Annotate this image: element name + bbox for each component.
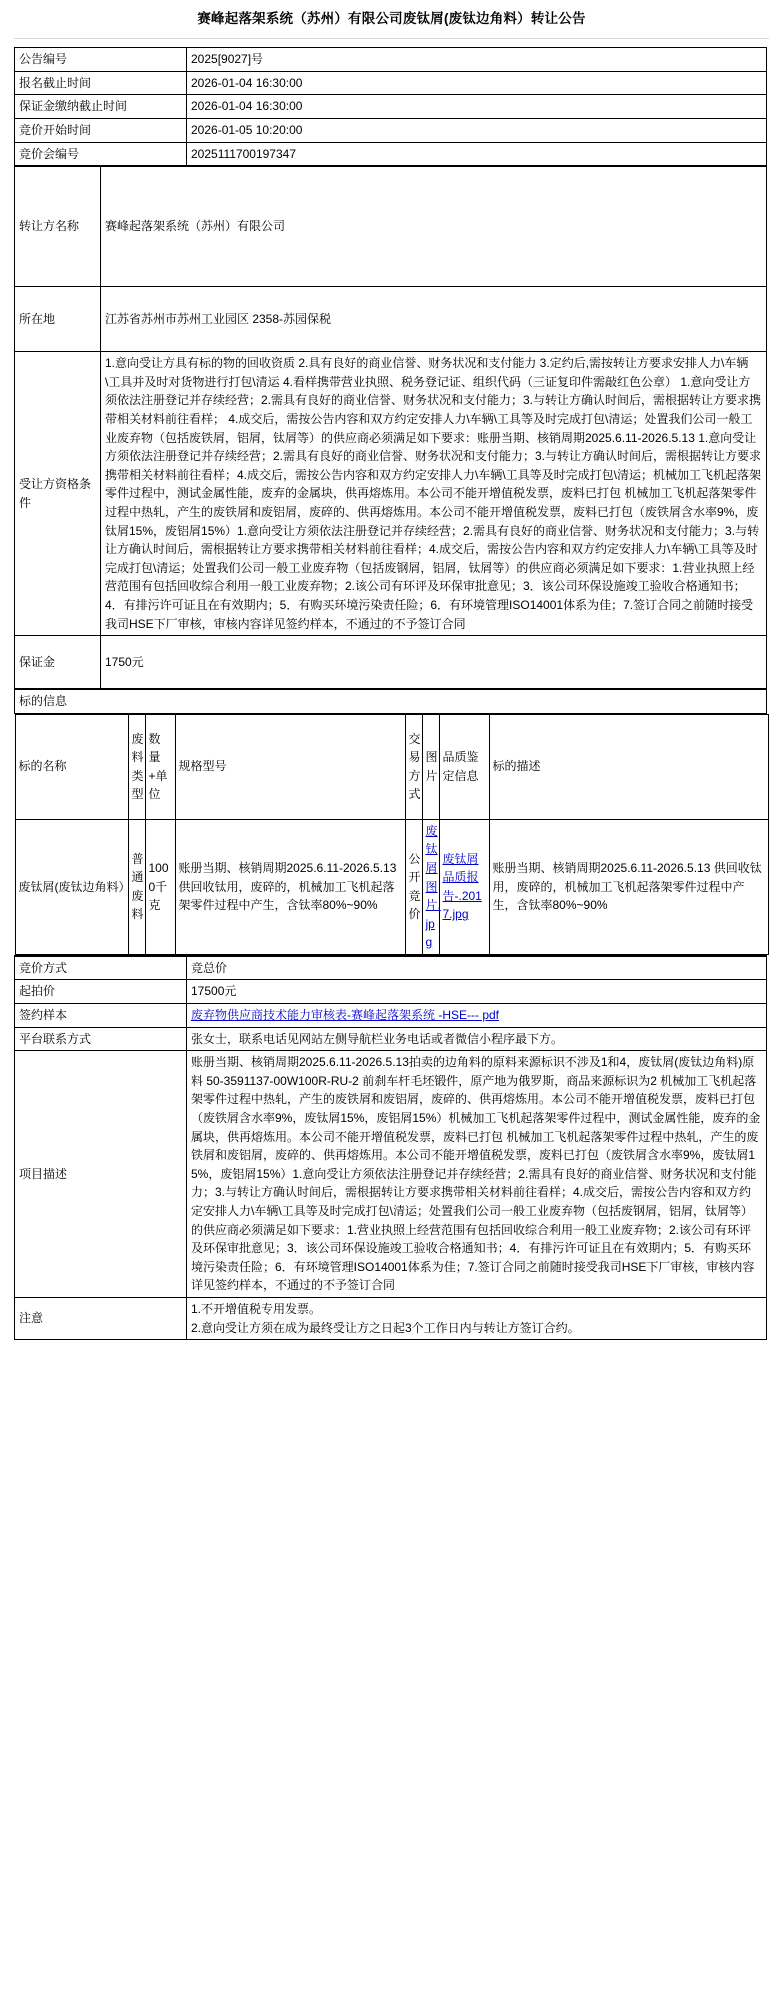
field-value-qualification: 1.意向受让方具有标的物的回收资质 2.具有良好的商业信誉、财务状况和支付能力 3.定约后,需按转让方要求安排人力\车辆\工具并及时对货物进行打包\清运 4.看样携带营业执照、税务登记证、组织代码（三证复印件需敲红色公章） 1.意向受让方须依法注册登记并存续经营；2.需具有良好的商业信誉、财务状况和支付能力；3.与转让方确认时间后，需根据转让方要求携带相关材料前往看样； 4.成交后，需按公告内容和双方约定安排人力\车辆\工具等及时完成打包\清运；处置我们公司一般工业废弃物（包括废铁屑，铝屑，钛屑等）的供应商必须满足如下要求：账册当期、核销周期2025.6.11-2026.5.13 1.意向受让方须依法注册登记并存续经营；2.需具有良好的商业信誉、财务状况和支付能力；3.与转让方确认时间后，需根据转让方要求携带相关材料前往看样；4.成交后，需按公告内容和双方约定安排人力\车辆\工具等及时完成打包\清运；机械加工飞机起落架零件过程中，测试金属性能，废弃的金属块，供再熔炼用。本公司不能开增值税发票，废料已打包 机械加工飞机起落架零件过程中热轧，产生的废铁屑和废铝屑，废碎的、供再熔炼用。本公司不能开增值税发票，废料已打包（废铁屑含水率9%，废钛屑15%，废铝屑15%）1.意向受让方须依法注册登记并存续经营；2.需具有良好的商业信誉、财务状况和支付能力；3.与转让方确认时间后，需根据转让方要求携带相关材料前往看样；4.成交后，需按公告内容和双方约定安排人力\车辆\工具等及时完成打包\清运；处置我们公司一般工业废弃物（包括废钢屑，铝屑，钛屑等）的供应商必须满足如下要求：1.营业执照上经营范围有包括回收综合利用一般工业废弃物；2.该公司有环评及环保审批意见；3．该公司环保设施竣工验收合格通知书；4．有排污许可证且在有效期内；5．有购买环境污染责任险；6．有环境管理ISO14001体系为佳；7.签订合同之前随时接受我司HSE下厂审核，审核内容详见签约样本，不通过的不予签订合同 [101, 352, 767, 636]
col-header-description: 标的描述 [489, 714, 768, 819]
field-label-deposit-deadline: 保证金缴纳截止时间 [15, 95, 187, 119]
cell-spec: 账册当期、核销周期2025.6.11-2026.5.13 供回收钛用，废碎的，机械加工飞机起落架零件过程中产生，含钛率80%~90% [175, 819, 405, 954]
table-row [15, 636, 767, 690]
table-row [15, 119, 767, 143]
field-label-bid-mode: 竞价方式 [15, 956, 187, 980]
table-row [15, 980, 767, 1004]
table-row [15, 71, 767, 95]
notice-line-2: 2.意向受让方须在成为最终受让方之日起3个工作日内与转让方签订合约。 [191, 1320, 580, 1335]
field-value-transferor: 赛峰起落架系统（苏州）有限公司 [101, 166, 767, 287]
sample-contract-link[interactable]: 废弃物供应商技术能力审核表-赛峰起落架系统 -HSE--- pdf [191, 1008, 500, 1023]
cell-scrap-type: 普通废料 [128, 819, 145, 954]
table-row [15, 1051, 767, 1298]
announcement-table [14, 47, 767, 1340]
table-row [15, 1027, 767, 1051]
page-title: 赛峰起落架系统（苏州）有限公司废钛屑(废钛边角料）转让公告 [197, 11, 586, 26]
field-label-transferor: 转让方名称 [15, 166, 101, 287]
cell-image [422, 819, 439, 954]
table-row [15, 956, 767, 980]
table-row [15, 48, 767, 72]
col-header-spec: 规格型号 [175, 714, 405, 819]
field-value-location: 江苏省苏州市苏州工业园区 2358-苏园保税 [101, 287, 767, 352]
table-row [15, 1297, 767, 1339]
table-row [15, 352, 767, 636]
col-header-scrap-type: 废料类型 [128, 714, 145, 819]
table-row [15, 287, 767, 352]
field-label-start-price: 起拍价 [15, 980, 187, 1004]
cell-goods-name: 废钛屑(废钛边角料） [15, 819, 128, 954]
field-label-notice: 注意 [15, 1297, 187, 1339]
field-label-sample-contract: 签约样本 [15, 1004, 187, 1028]
field-label-notice-no: 公告编号 [15, 48, 187, 72]
field-value-notice-no: 2025[9027]号 [187, 48, 767, 72]
table-row [15, 95, 767, 119]
field-value-bid-mode: 竞总价 [187, 956, 767, 980]
col-header-quality-info: 品质鉴定信息 [439, 714, 489, 819]
table-row [15, 142, 767, 166]
col-header-name: 标的名称 [15, 714, 128, 819]
col-header-image: 图片 [422, 714, 439, 819]
goods-table [15, 714, 769, 955]
cell-quality-info [439, 819, 489, 954]
field-value-project-description: 账册当期、核销周期2025.6.11-2026.5.13拍卖的边角料的原料来源标识不涉及1和4，废钛屑(废钛边角料)原料 50-3591137-00W100R-RU-2 前刹车杆毛坯锻件，原产地为俄罗斯，商品来源标识为2 机械加工飞机起落架零件过程中热轧，产生的废铁屑和废铝屑，废碎的、供再熔炼用。本公司不能开增值税发票，废料已打包（废铁屑含水率9%，废钛屑15%，废铝屑15%）机械加工飞机起落架零件过程中，测试金属性能，废弃的金属块，供再熔炼用。本公司不能开增值税发票，废料已打包 机械加工飞机起落架零件过程中热轧，产生的废铁屑和废铝屑，废碎的、供再熔炼用。本公司不能开增值税发票，废料已打包（废铁屑含水率9%，废钛屑15%，废铝屑15%）1.意向受让方须依法注册登记并存续经营；2.需具有良好的商业信誉、财务状况和支付能力；3.与转让方确认时间后，需根据转让方要求携带相关材料前往看样；4.成交后，需按公告内容和双方约定安排人力\车辆\工具等及时完成打包\清运；处置我们公司一般工业废弃物（包括废钢屑，铝屑，钛屑等）的供应商必须满足如下要求：1.营业执照上经营范围有包括回收综合利用一般工业废弃物；2.该公司有环评及环保审批意见；3．该公司环保设施竣工验收合格通知书；4．有排污许可证且在有效期内；5．有购买环境污染责任险；6．有环境管理ISO14001体系为佳；7.签订合同之前随时接受我司HSE下厂审核，审核内容详见签约样本，不通过的不予签订合同 [187, 1051, 767, 1298]
field-value-start-price: 17500元 [187, 980, 767, 1004]
field-label-platform-contact: 平台联系方式 [15, 1027, 187, 1051]
field-value-auction-no: 2025111700197347 [187, 142, 767, 166]
goods-image-link[interactable]: 废钛屑图片.jpg [425, 823, 441, 950]
field-value-signup-deadline: 2026-01-04 16:30:00 [187, 71, 767, 95]
table-row [15, 1004, 767, 1028]
notice-line-1: 1.不开增值税专用发票。 [191, 1301, 322, 1316]
field-value-notice [187, 1297, 767, 1339]
field-label-signup-deadline: 报名截止时间 [15, 71, 187, 95]
quality-report-link[interactable]: 废钛屑品质报告-.2017.jpg [442, 851, 482, 922]
cell-quantity: 1000千克 [145, 819, 175, 954]
field-value-deposit-deadline: 2026-01-04 16:30:00 [187, 95, 767, 119]
table-row [15, 819, 768, 954]
field-value-deposit: 1750元 [101, 636, 767, 690]
field-label-bid-start-time: 竞价开始时间 [15, 119, 187, 143]
field-value-bid-start-time: 2026-01-05 10:20:00 [187, 119, 767, 143]
field-value-platform-contact: 张女士，联系电话见网站左侧导航栏业务电话或者微信小程序最下方。 [187, 1027, 767, 1051]
goods-section-title: 标的信息 [15, 689, 767, 713]
goods-header-row [15, 714, 768, 819]
goods-table-wrapper-row [15, 713, 767, 956]
field-label-deposit: 保证金 [15, 636, 101, 690]
cell-description: 账册当期、核销周期2025.6.11-2026.5.13 供回收钛用，废碎的，机械加工飞机起落架零件过程中产生，含钛率80%~90% [489, 819, 768, 954]
field-label-auction-no: 竞价会编号 [15, 142, 187, 166]
title-divider [14, 38, 769, 39]
goods-table-cell [15, 713, 767, 956]
field-label-qualification: 受让方资格条件 [15, 352, 101, 636]
col-header-quantity: 数量+单位 [145, 714, 175, 819]
table-row [15, 689, 767, 713]
field-label-location: 所在地 [15, 287, 101, 352]
cell-trade-mode: 公开竞价 [405, 819, 422, 954]
table-row [15, 166, 767, 287]
field-label-project-description: 项目描述 [15, 1051, 187, 1298]
col-header-trade-mode: 交易方式 [405, 714, 422, 819]
field-value-sample-contract [187, 1004, 767, 1028]
